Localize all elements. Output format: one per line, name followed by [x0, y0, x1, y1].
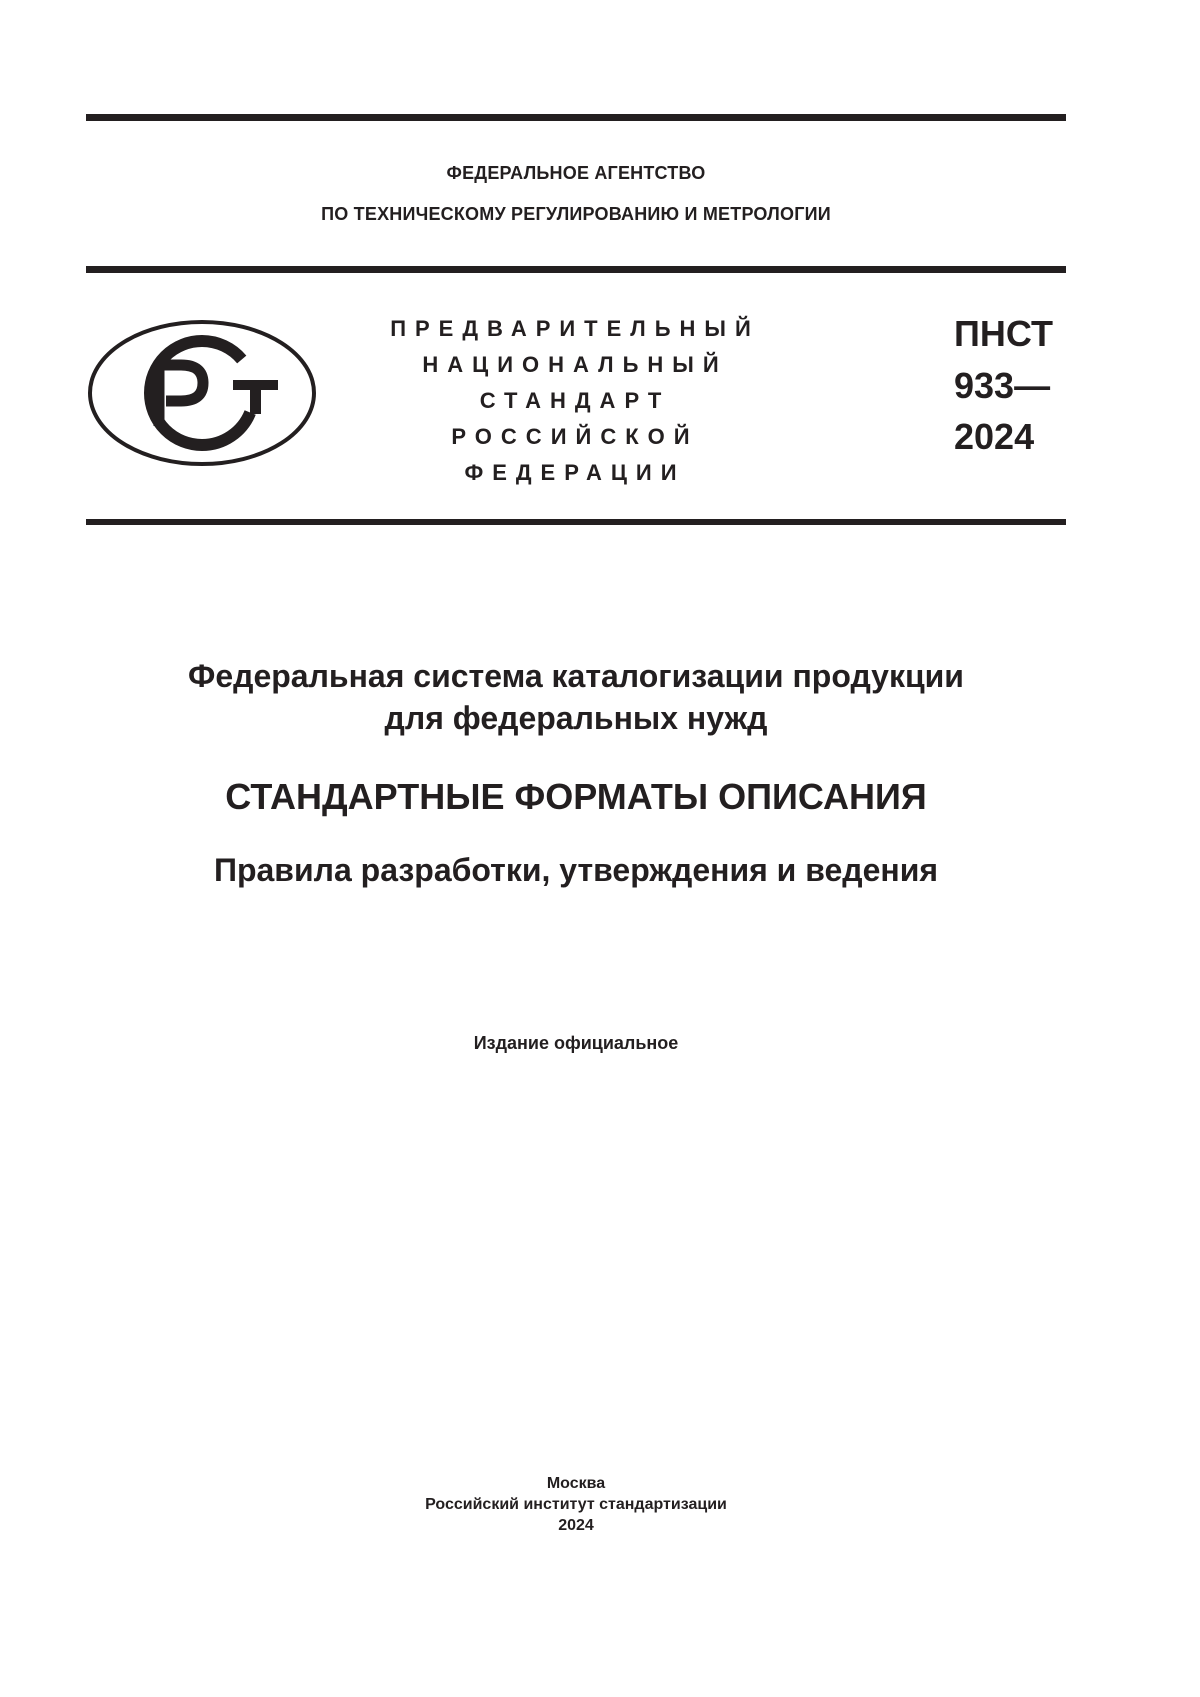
- agency-name-line-1: ФЕДЕРАЛЬНОЕ АГЕНТСТВО: [446, 163, 706, 183]
- designation-prefix: ПНСТ: [954, 313, 1053, 354]
- standard-type-line-5: ФЕДЕРАЦИИ: [464, 460, 686, 485]
- agency-name-line-2: ПО ТЕХНИЧЕСКОМУ РЕГУЛИРОВАНИЮ И МЕТРОЛОГИИ: [321, 204, 831, 224]
- document-title-line-2: для федеральных нужд: [384, 700, 768, 736]
- gost-r-certification-mark-icon: [86, 318, 318, 468]
- standard-type-line-3: СТАНДАРТ: [479, 388, 671, 413]
- document-title-line-1: Федеральная система каталогизации продукции: [188, 658, 964, 694]
- standard-type-line-4: РОССИЙСКОЙ: [451, 424, 699, 449]
- imprint-city: Москва: [546, 1475, 606, 1492]
- document-main-title: СТАНДАРТНЫЕ ФОРМАТЫ ОПИСАНИЯ: [225, 776, 927, 817]
- top-rule: [86, 114, 1066, 121]
- designation-number: 933—: [954, 365, 1051, 406]
- standard-type-line-2: НАЦИОНАЛЬНЫЙ: [422, 352, 728, 377]
- bottom-rule: [86, 519, 1066, 525]
- imprint-publisher: Российский институт стандартизации: [425, 1496, 727, 1513]
- imprint-year: 2024: [558, 1517, 594, 1534]
- designation-year: 2024: [954, 416, 1035, 457]
- middle-rule: [86, 266, 1066, 273]
- standard-type-line-1: ПРЕДВАРИТЕЛЬНЫЙ: [390, 316, 760, 341]
- edition-label: Издание официальное: [473, 1033, 679, 1053]
- document-subtitle: Правила разработки, утверждения и ведения: [213, 852, 939, 888]
